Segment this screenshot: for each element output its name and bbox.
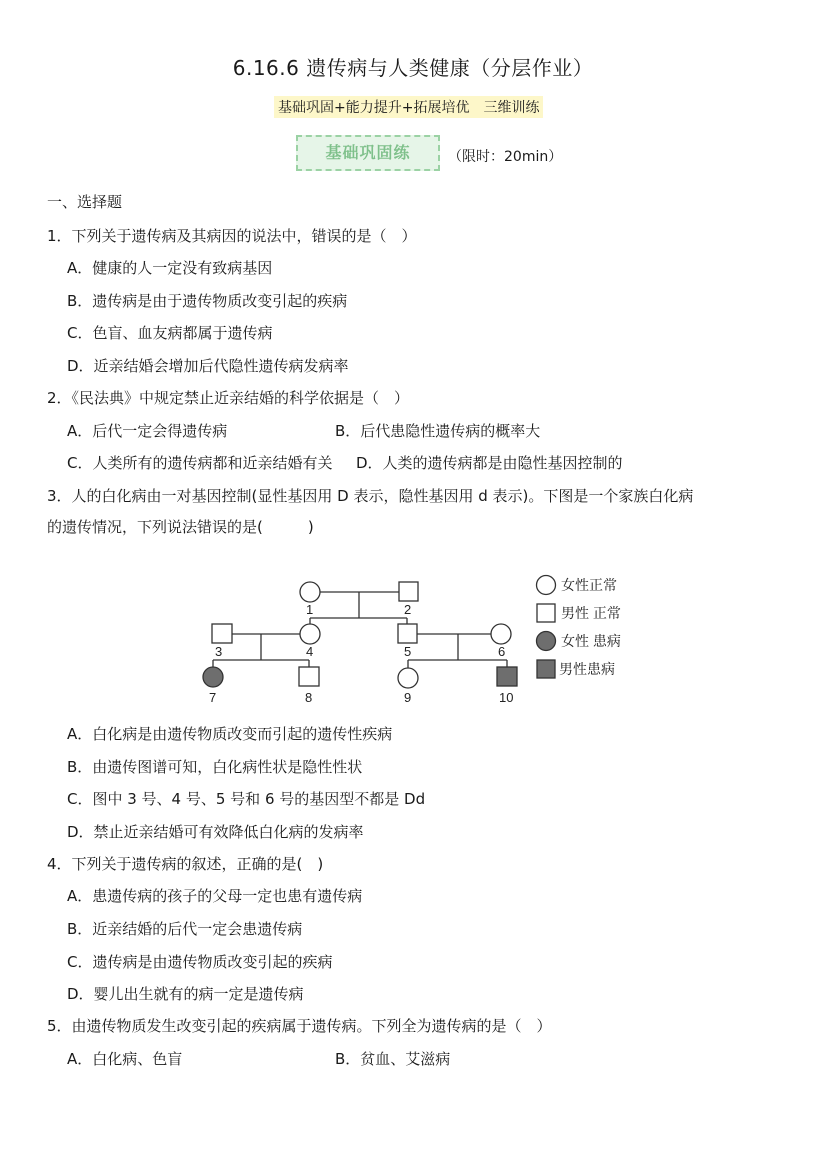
legend-male-normal: 男性 正常 [561,605,621,621]
pedigree-legend [537,576,621,679]
legend-female-normal-icon [537,576,556,595]
question-5-option-b: B．贫血、艾滋病 [335,1050,451,1068]
question-2-option-c: C．人类所有的遗传病都和近亲结婚有关 [67,454,333,472]
individual-10-male-affected [497,667,517,686]
question-2-stem: 2．《民法典》中规定禁止近亲结婚的科学依据是（ ） [47,389,410,407]
individual-2-male-normal [399,582,418,601]
label-6: 6 [498,644,506,659]
individual-5-male-normal [398,624,417,643]
label-7: 7 [209,690,217,705]
individual-3-male-normal [212,624,232,643]
question-1-option-b: B．遗传病是由于遗传物质改变引起的疾病 [67,292,348,310]
time-limit: （限时：20min） [448,149,563,165]
question-2-option-a: A．后代一定会得遗传病 [67,422,228,440]
label-8: 8 [305,690,313,705]
subtitle-banner: 基础巩固+能力提升+拓展培优 三维训练 [274,96,543,118]
question-3-stem-line1: 3．人的白化病由一对基因控制(显性基因用 D 表示，隐性基因用 d 表示)。下图是一个家族白化病 [47,487,694,505]
question-2-option-b: B．后代患隐性遗传病的概率大 [335,422,541,440]
question-4-option-d: D．婴儿出生就有的病一定是遗传病 [67,985,304,1003]
question-2-option-d: D．人类的遗传病都是由隐性基因控制的 [356,454,623,472]
legend-male-affected-icon [537,660,555,678]
question-1-option-d: D．近亲结婚会增加后代隐性遗传病发病率 [67,357,349,375]
question-1-option-c: C．色盲、血友病都属于遗传病 [67,324,273,342]
individual-8-male-normal [299,667,319,686]
label-4: 4 [306,644,314,659]
section-badge [296,135,440,171]
question-3-option-b: B．由遗传图谱可知，白化病性状是隐性性状 [67,758,363,776]
individual-4-female-normal [300,624,320,644]
question-4-stem: 4．下列关于遗传病的叙述，正确的是( ) [47,855,324,873]
label-1: 1 [306,602,314,617]
legend-female-affected-icon [537,632,556,651]
question-3-option-d: D．禁止近亲结婚可有效降低白化病的发病率 [67,823,364,841]
question-5-stem: 5．由遗传物质发生改变引起的疾病属于遗传病。下列全为遗传病的是（ ） [47,1017,552,1035]
label-10: 10 [499,690,514,705]
question-3-option-c: C．图中 3 号、4 号、5 号和 6 号的基因型不都是 Dd [67,790,426,808]
individual-9-female-normal [398,668,418,688]
section-title: 一、选择题 [47,193,123,211]
label-3: 3 [215,644,223,659]
legend-male-normal-icon [537,604,555,622]
individual-7-female-affected [203,667,223,687]
individual-6-female-normal [491,624,511,644]
legend-female-affected: 女性 患病 [561,633,621,649]
question-1-stem: 1．下列关于遗传病及其病因的说法中，错误的是（ ） [47,227,417,245]
question-3-stem-line2: 的遗传情况，下列说法错误的是( ) [47,518,314,536]
question-4-option-b: B．近亲结婚的后代一定会患遗传病 [67,920,303,938]
page-title: 6.16.6 遗传病与人类健康（分层作业） [232,56,594,80]
legend-female-normal: 女性正常 [561,577,617,593]
legend-male-affected: 男性患病 [559,661,615,677]
question-3-option-a: A．白化病是由遗传物质改变而引起的遗传性疾病 [67,725,393,743]
label-9: 9 [404,690,412,705]
label-5: 5 [404,644,412,659]
individual-1-female-normal [300,582,320,602]
question-4-option-a: A．患遗传病的孩子的父母一定也患有遗传病 [67,887,363,905]
pedigree-diagram [190,568,650,710]
label-2: 2 [404,602,412,617]
question-5-option-a: A．白化病、色盲 [67,1050,183,1068]
question-1-option-a: A．健康的人一定没有致病基因 [67,259,273,277]
question-4-option-c: C．遗传病是由遗传物质改变引起的疾病 [67,953,333,971]
section-badge-label: 基础巩固练 [325,143,411,162]
